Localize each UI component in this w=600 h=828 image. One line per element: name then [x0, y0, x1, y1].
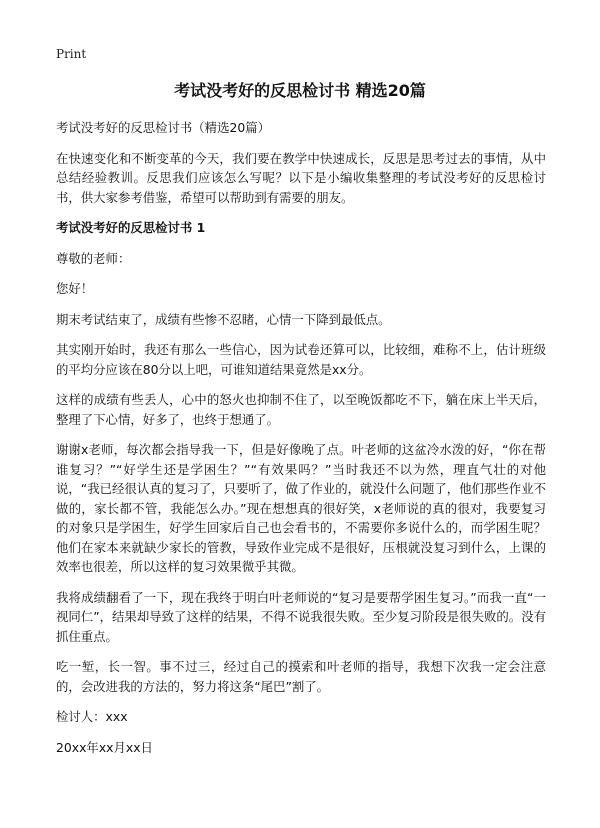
body-paragraph: 这样的成绩有些丢人，心中的怒火也抑制不住了，以至晚饭都吃不下，躺在床上半天后，整理了下心情，好多了，也终于想通了。 — [56, 392, 546, 427]
document-body — [56, 118, 546, 768]
body-paragraph: 我将成绩翻看了一下，现在我终于明白叶老师说的“复习是要帮学困生复习。”而我一直“一视同仁”，结果却导致了这样的结果，不得不说我很失败。至少复习阶段是很失败的。没有抓住重点。 — [56, 589, 546, 644]
section-heading: 考试没考好的反思检讨书 1 — [56, 220, 206, 235]
greeting: 您好！ — [56, 281, 94, 296]
salutation: 尊敬的老师： — [56, 250, 131, 266]
signature-line: 检讨人：xxx — [56, 709, 128, 724]
print-label: Print — [56, 47, 87, 61]
intro-paragraph: 在快速变化和不断变革的今天，我们要在教学中快速成长，反思是思考过去的事情，从中总结经验教训。反思我们应该怎么写呢？以下是小编收集整理的考试没考好的反思检讨书，供大家参考借鉴，希望可以帮助到有需要的朋友。 — [56, 150, 546, 205]
document-subtitle: 考试没考好的反思检讨书（精选20篇） — [56, 120, 271, 135]
body-paragraph: 期末考试结束了，成绩有些惨不忍睹，心情一下降到最低点。 — [56, 311, 391, 327]
body-paragraph: 吃一堑，长一智。事不过三，经过自己的摸索和叶老师的指导，我想下次我一定会注意的，会改进我的方法的，努力将这条“尾巴”割了。 — [56, 659, 546, 694]
body-paragraph: 其实刚开始时，我还有那么一些信心，因为试卷还算可以，比较细，难称不上，估计班级的平均分应该在80分以上吧，可谁知道结果竟然是xx分。 — [56, 342, 546, 377]
body-paragraph: 谢谢x老师，每次都会指导我一下，但是好像晚了点。叶老师的这盆冷水泼的好，“你在帮谁复习？”“好学生还是学困生？”“有效果吗？”当时我还不以为然，理直气壮的对他说，“我已经很认真的复习了，只要听了，做了作业的，就没什么问题了，他们那些作业不做的，家长都不管，我能怎么办。”现在想想真的很好笑，x老师说的真的很对，我要复习的对象只是学困生，好学生回家后自己也会看书的，不需要你多说什么的，而学困生呢？他们在家本来就缺少家长的管教，导致作业完成不是很好，压根就没复习到什么，上课的效率也很差，所以这样的复习效果微乎其微。 — [56, 442, 546, 574]
date-line: 20xx年xx月xx日 — [56, 739, 153, 755]
document-title: 考试没考好的反思检讨书 精选20篇 — [174, 81, 426, 100]
